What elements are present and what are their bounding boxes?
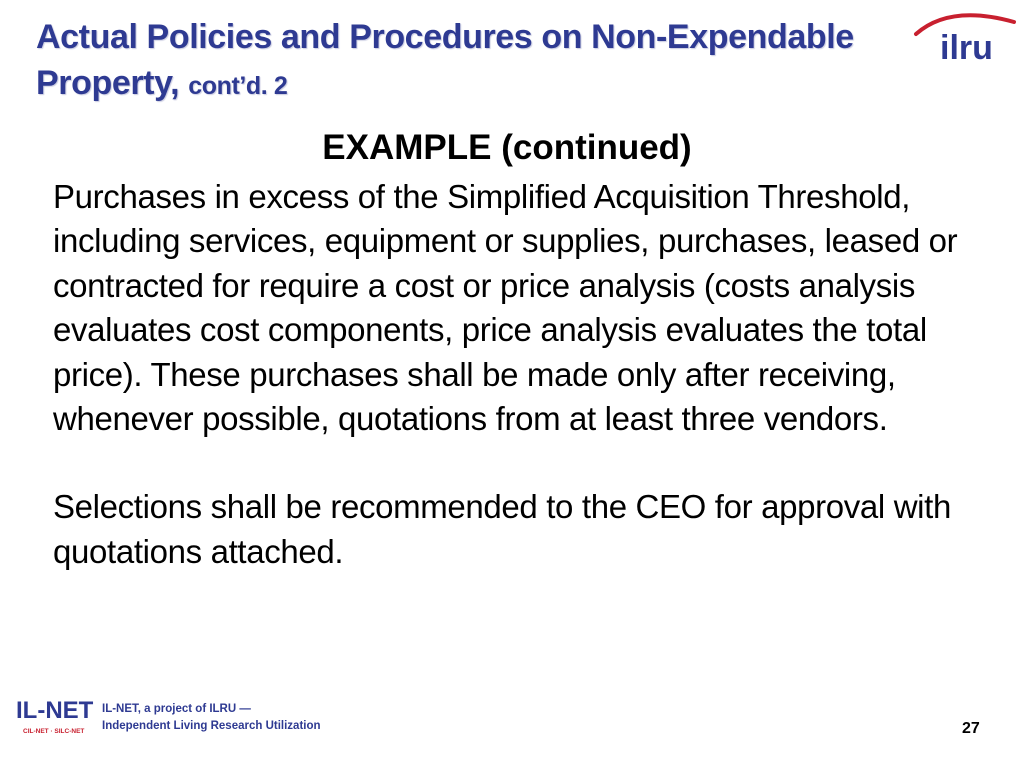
ilru-logo — [910, 4, 1018, 64]
body-paragraph-2: Selections shall be recommended to the CEO for approval with quotations attached. — [53, 488, 951, 570]
il-net-logo-subtext: CIL-NET · SILC-NET — [23, 728, 85, 735]
slide-body — [53, 175, 973, 574]
slide-title — [36, 14, 856, 109]
slide-title-sub: cont’d. 2 — [188, 72, 288, 100]
footer-caption-line-1: IL-NET, a project of ILRU — — [102, 703, 251, 715]
slide-title-main: Actual Policies and Procedures on Non-Expendable Property, — [36, 18, 854, 102]
logo-text: ilru — [940, 29, 993, 64]
footer-caption — [102, 701, 321, 735]
page-number: 27 — [962, 720, 980, 737]
il-net-logo-text: IL-NET — [16, 697, 94, 724]
body-paragraph-1: Purchases in excess of the Simplified Acquisition Threshold, including services, equipment or supplies, purchases, leased or contracted for require a cost or price analysis (costs analysis evaluates cost components, price analysis evaluates the total price). These purchases shall be made only after receiving, whenever possible, quotations from at least three vendors. — [53, 178, 958, 438]
footer-caption-line-2: Independent Living Research Utilization — [102, 720, 321, 732]
example-heading: EXAMPLE (continued) — [322, 128, 692, 167]
il-net-logo — [14, 692, 94, 738]
